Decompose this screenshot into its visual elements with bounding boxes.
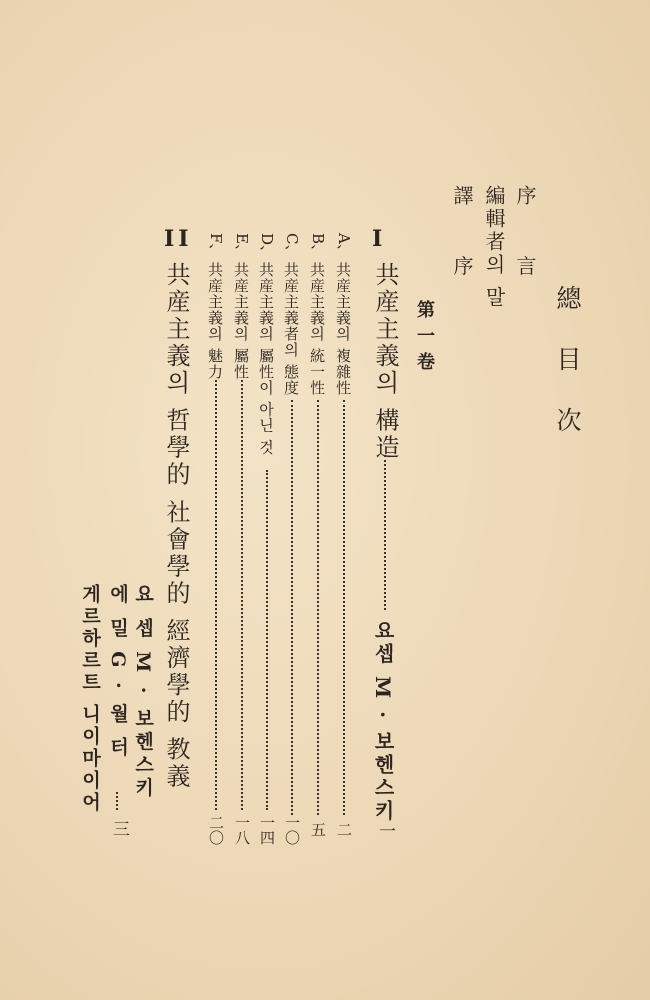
section-d-letter: D、 [258,233,276,261]
part1-author: 요셉 M · 보헨스키 [371,620,395,823]
front-matter-preface: 序 言 [513,185,537,298]
section-c-page: 一〇 [283,815,301,845]
section-b-title: 共産主義의 統一性 [308,262,326,396]
page-title: 總 目 次 [553,285,582,446]
section-a-dots [343,400,345,815]
section-c-dots [291,400,293,815]
section-e-dots [241,380,243,810]
front-matter-editor-note: 編輯者의 말 [482,185,506,310]
part1-title: 共産主義의 構造 [371,262,399,462]
front-matter-translator-preface: 譯 序 [450,185,474,298]
section-f-letter: F、 [207,233,225,259]
section-d-page: 一四 [258,815,276,845]
section-e-letter: E、 [233,233,251,259]
part2-author-2: 에 밀 G · 월 터 [107,584,129,760]
section-b-dots [317,400,319,815]
part2-page-number: 三 [109,820,129,837]
section-c-title: 共産主義者의 態度 [282,262,300,396]
part2-title: 共産主義의 哲學的 社會學的 經濟學的 教義 [162,262,190,791]
part2-author-1: 요 셉 M · 보헨스키 [132,584,154,801]
section-a-page: 二 [335,822,353,837]
section-d-dots [266,470,268,810]
part2-numeral: II [164,226,193,252]
section-b-letter: B、 [309,233,327,260]
part2-author-2-dots [116,792,118,810]
section-c-letter: C、 [283,233,301,260]
part1-leader-dots [384,455,386,610]
section-f-dots [215,380,217,810]
section-d-title: 共産主義의 屬性이 아닌 것 [257,262,275,456]
section-e-page: 一八 [233,815,251,845]
section-a-letter: A、 [335,233,353,259]
part2-author-3: 게르하르트 니이마이어 [79,584,101,814]
part1-page-number: 一 [375,822,395,839]
section-e-title: 共産主義의 屬性 [232,262,250,380]
section-a-title: 共産主義의 複雜性 [334,262,352,396]
volume-label: 第一卷 [414,300,435,378]
section-f-page: 二〇 [207,815,225,845]
part1-numeral: I [372,226,387,252]
section-f-title: 共産主義의 魅力 [206,262,224,380]
section-b-page: 五 [309,822,327,837]
